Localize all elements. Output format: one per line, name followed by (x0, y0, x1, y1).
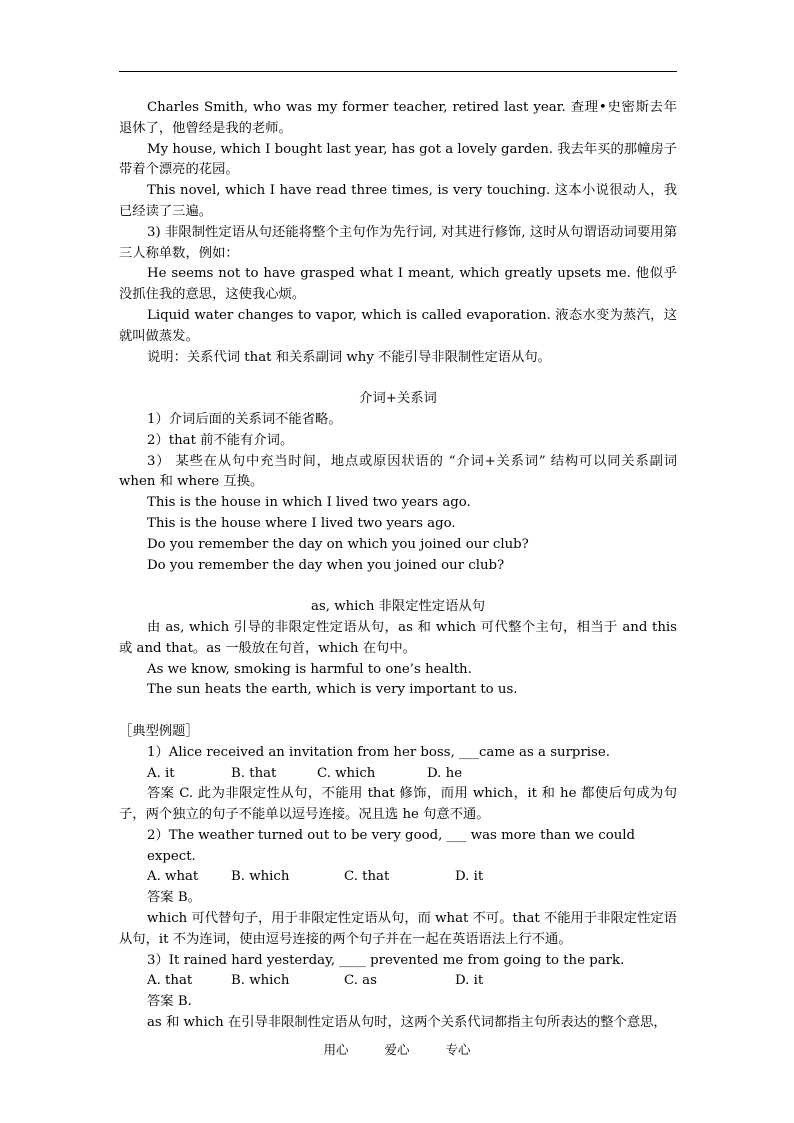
example-sentence: This is the house in which I lived two years ago. (147, 495, 471, 511)
example-sentence: This is the house where I lived two years ago. (147, 515, 456, 531)
list-item: 3） 某些在从句中充当时间，地点或原因状语的 “介词+关系词” 结构可以同关系副词 when 和 where 互换。 (119, 453, 677, 490)
footer-text: 用心 (323, 1042, 349, 1057)
answer-text: 答案 C. 此为非限定性从句，不能用 that 修饰，而用 which，it 和 he 都使后句成为句子，两个独立的句子不能单以逗号连接。况且选 he 句意不通。 (119, 786, 677, 823)
paragraph: He seems not to have grasped what I meant, which greatly upsets me. 他似乎没抓住我的意思，这使我心烦。 (119, 266, 677, 303)
option: B. which (231, 869, 290, 885)
option: A. what (147, 869, 199, 885)
footer-text: 爱心 (384, 1042, 410, 1057)
option: D. he (427, 765, 463, 781)
explanation-text: as 和 which 在引导非限制性定语从句时，这两个关系代词都指主句所表达的整个意思， (147, 1015, 667, 1031)
document-body (119, 98, 677, 1034)
example-sentence: Do you remember the day on which you joined our club? (147, 536, 529, 552)
option: A. it (147, 765, 175, 781)
list-item: 2）that 前不能有介词。 (147, 432, 294, 448)
option: B. that (231, 765, 277, 781)
option: C. that (344, 869, 390, 885)
question-stem: 2）The weather turned out to be very good, ___ was more than we could expect. (147, 827, 636, 864)
question-stem: 3）It rained hard yesterday, ____ prevented me from going to the park. (147, 952, 625, 968)
example-sentence: As we know, smoking is harmful to one’s health. (147, 661, 472, 677)
question-options (119, 867, 677, 888)
option: D. it (455, 973, 484, 989)
paragraph: My house, which I bought last year, has got a lovely garden. 我去年买的那幢房子带着个漂亮的花园。 (119, 141, 677, 178)
question-options (119, 971, 677, 992)
paragraph: Liquid water changes to vapor, which is called evaporation. 液态水变为蒸汽，这就叫做蒸发。 (119, 307, 677, 344)
example-sentence: Do you remember the day when you joined our club? (147, 557, 505, 573)
list-item: 1）介词后面的关系词不能省略。 (147, 411, 342, 427)
paragraph: 由 as, which 引导的非限定性定语从句，as 和 which 可代整个主句，相当于 and this 或 and that。as 一般放在句首，which 在句中。 (119, 619, 677, 656)
option: C. which (317, 765, 376, 781)
section-heading: 介词+关系词 (359, 391, 437, 407)
option: A. that (147, 973, 193, 989)
paragraph: This novel, which I have read three times, is very touching. 这本小说很动人，我已经读了三遍。 (119, 183, 677, 219)
paragraph: 3) 非限制性定语从句还能将整个主句作为先行词, 对其进行修饰, 这时从句谓语动词要用第三人称单数，例如： (119, 224, 677, 261)
answer-text: 答案 B。 (147, 890, 201, 906)
page-footer (0, 1040, 794, 1058)
header-rule (119, 71, 677, 72)
question-stem: 1）Alice received an invitation from her boss, ___came as a surprise. (147, 744, 610, 760)
examples-header: ［典型例题］ (119, 723, 199, 739)
section-heading: as, which 非限定性定语从句 (310, 599, 485, 615)
question-options (119, 764, 677, 785)
paragraph: 说明：关系代词 that 和关系副词 why 不能引导非限制性定语从句。 (147, 349, 551, 365)
example-sentence: The sun heats the earth, which is very important to us. (147, 682, 518, 698)
explanation-text: which 可代替句子，用于非限定性定语从句，而 what 不可。that 不能用于非限定性定语从句，it 不为连词，使由逗号连接的两个句子并在一起在英语语法上行不通。 (119, 911, 677, 947)
option: B. which (231, 973, 290, 989)
answer-text: 答案 B. (147, 994, 192, 1010)
paragraph: Charles Smith, who was my former teacher, retired last year. 查理•史密斯去年退休了，他曾经是我的老师。 (119, 100, 677, 136)
option: D. it (455, 869, 484, 885)
option: C. as (344, 973, 377, 989)
footer-text: 专心 (445, 1042, 471, 1057)
